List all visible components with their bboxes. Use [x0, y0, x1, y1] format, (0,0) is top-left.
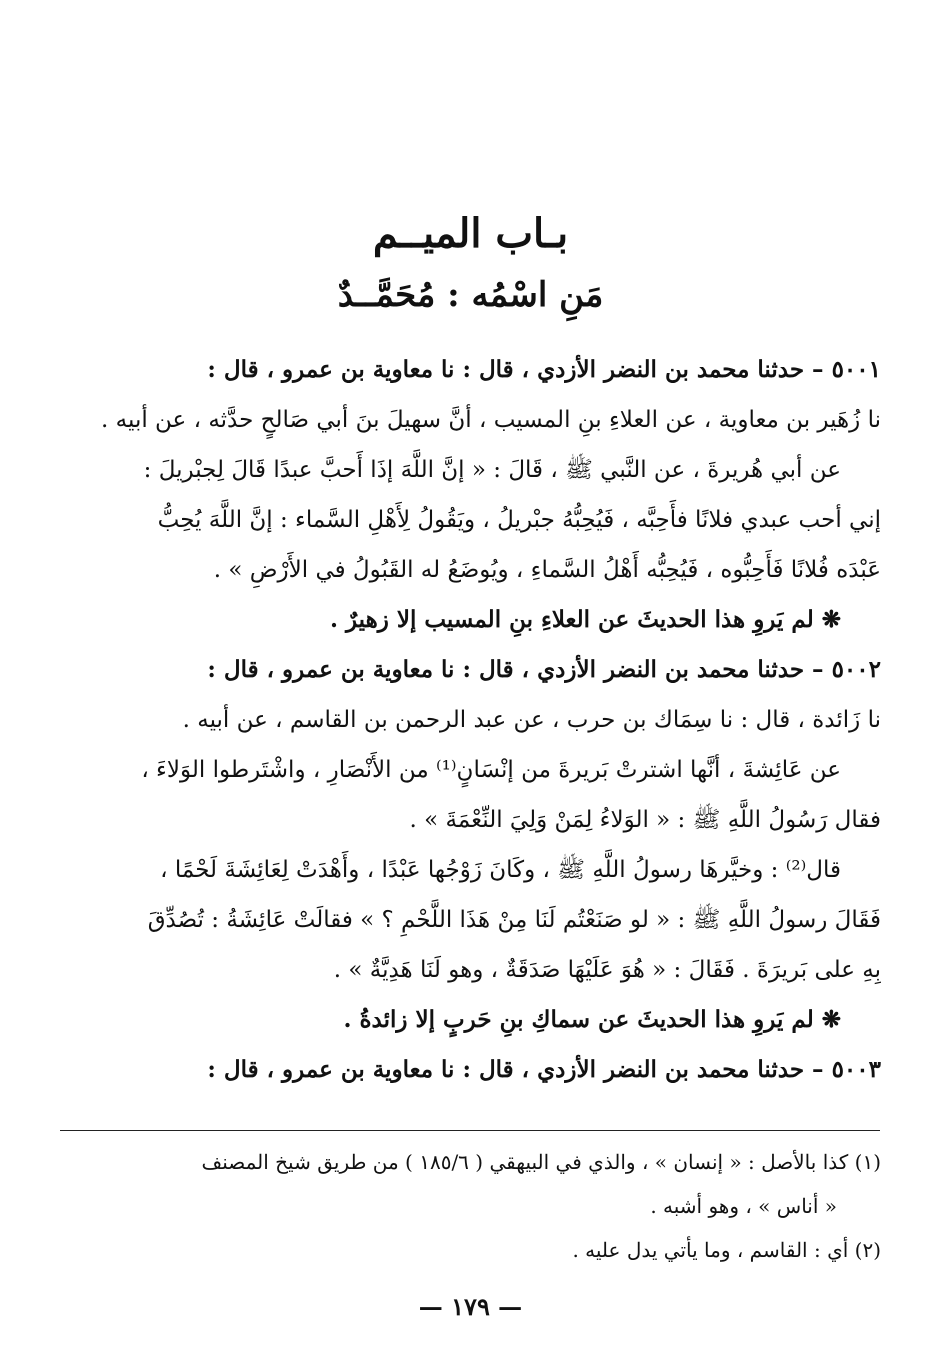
footnotes — [60, 1140, 881, 1272]
footnote-1: (١) كذا بالأصل : « إنسان » ، والذي في البيهقي ( ١٨٥/٦ ) من طريق شيخ المصنف — [201, 1150, 881, 1174]
page-number: — ١٧٩ — — [418, 1292, 523, 1321]
hadith-5001-isnad-line: ٥٠٠١ – حدثنا محمد بن النضر الأزدي ، قال : نا معاوية بن عمرو ، قال : — [207, 356, 881, 383]
hadith-5002-text-line: فَقَالَ رسولُ اللَّهِ ﷺ : « لو صَنَعْتُم لَنَا مِنْ هَذَا اللَّحْمِ ؟ » فقالَتْ عَائِشَةُ : تُصُدِّقَ — [147, 907, 881, 933]
hadith-5001-text-line: عن أبي هُريرةَ ، عن النَّبي ﷺ ، قَالَ : « إنَّ اللَّهَ إذَا أَحبَّ عبدًا قَالَ لِجبْريلَ : — [143, 457, 841, 483]
footnote-1-continuation: « أناس » ، وهو أشبه . — [650, 1194, 837, 1218]
chapter-title: بـاب الميــم — [372, 210, 569, 257]
hadith-5002-text-line: بِهِ على بَريرَةَ . فَقَالَ : « هُوَ عَلَيْهَا صَدَقَةٌ ، وهو لَنَا هَدِيَّةٌ » . — [333, 957, 881, 983]
hadith-5002-chain-line: نا زَائدة ، قال : نا سِمَاك بن حرب ، عن عبد الرحمن بن القاسم ، عن أبيه . — [182, 707, 881, 733]
hadith-5001-text-line: إني أحب عبدي فلانًا فأَحِبَّه ، فَيُحِبُّهُ جبْريلُ ، ويَقُولُ لِأَهْلِ السَّماء : إنَّ اللَّهَ يُحِبُّ — [157, 507, 881, 533]
hadith-5002-text-line: عن عَائِشةَ ، أنَّها اشترتْ بَريرةَ من إنْسَانٍ⁽¹⁾ من الأَنْصَارِ ، واشْتَرطوا الوَلاءَ ، — [141, 757, 841, 783]
hadith-5002-isnad-line: ٥٠٠٢ – حدثنا محمد بن النضر الأزدي ، قال : نا معاوية بن عمرو ، قال : — [207, 656, 881, 683]
hadith-5001-remark: ❋ لم يَروِ هذا الحديثَ عن العلاءِ بنِ المسيب إلا زهيرٌ . — [329, 606, 841, 633]
hadith-5002-text-line: قال⁽²⁾ : وخيَّرهَا رسولُ اللَّهِ ﷺ ، وكَانَ زَوْجُها عَبْدًا ، وأَهْدَتْ لِعَائِشَةَ لَحْمًا ، — [160, 857, 841, 883]
hadith-body — [60, 345, 881, 1095]
hadith-5003-isnad-line: ٥٠٠٣ – حدثنا محمد بن النضر الأزدي ، قال : نا معاوية بن عمرو ، قال : — [207, 1056, 881, 1083]
section-title: مَنِ اسْمُه : مُحَمَّــدٌ — [337, 275, 604, 315]
hadith-5002-text-line: فقال رَسُولُ اللَّهِ ﷺ : « الوَلاءُ لِمَنْ وَلِيَ النِّعْمَةَ » . — [409, 807, 881, 833]
hadith-5001-text-line: عَبْدَه فُلانًا فَأَحِبُّوه ، فَيُحِبُّه أَهْلُ السَّماءِ ، ويُوضَعُ له القَبُولُ في الأَرْضِ » . — [213, 557, 881, 583]
hadith-5002-remark: ❋ لم يَروِ هذا الحديثَ عن سماكِ بنِ حَربٍ إلا زائدةُ . — [343, 1006, 841, 1033]
footnote-2: (٢) أي : القاسم ، وما يأتي يدل عليه . — [572, 1238, 881, 1262]
footnote-divider — [60, 1130, 880, 1131]
hadith-5001-chain-line: نا زُهَير بن معاوية ، عن العلاءِ بنِ المسيب ، أنَّ سهيلَ بنَ أبي صَالحٍ حدَّثه ، عن أبيه . — [101, 407, 881, 433]
